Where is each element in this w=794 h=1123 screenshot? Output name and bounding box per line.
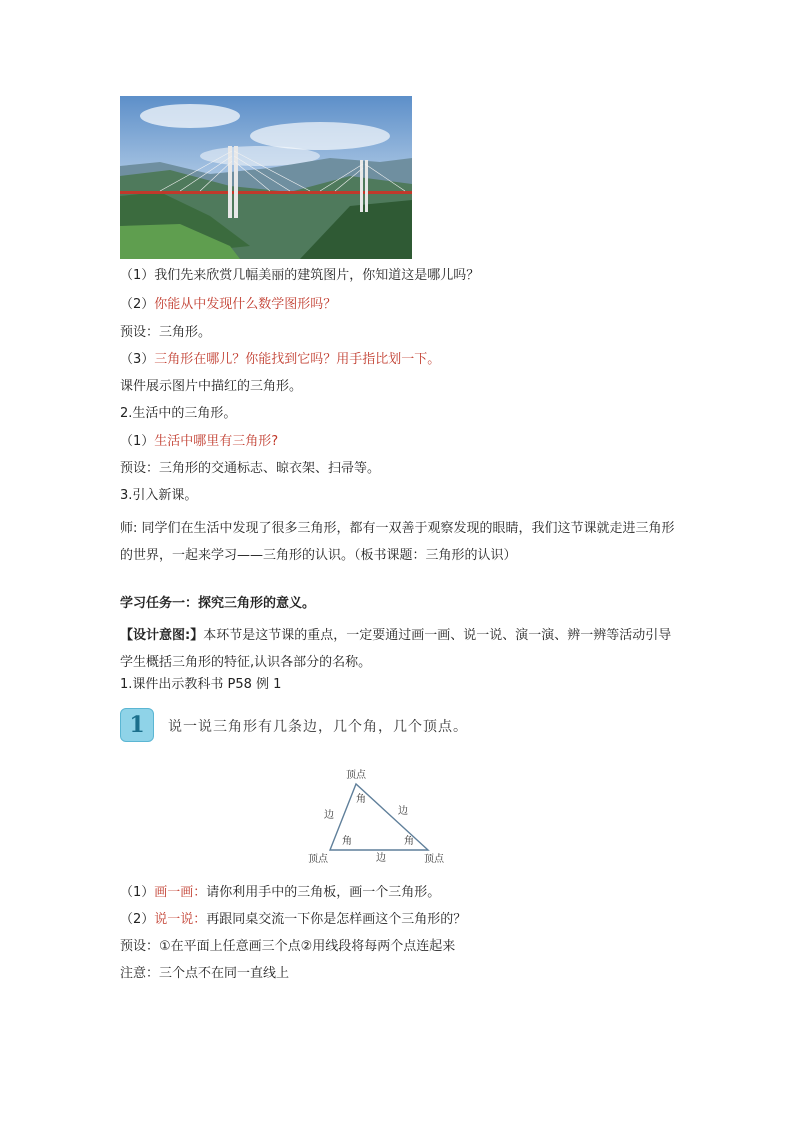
side-label-right: 边 [398,806,408,817]
question-3-prefix: （3） [120,352,155,367]
bridge-photo [120,96,412,259]
section-2-question [120,434,278,450]
show-text: 课件展示图片中描红的三角形。 [120,379,303,394]
question-3 [120,352,440,368]
side-label-bottom: 边 [376,853,386,864]
teacher-paragraph: 师: 同学们在生活中发现了很多三角形，都有一双善于观察发现的眼睛，我们这节课就走进三角形的世界，一起来学习——三角形的认识。（板书课题：三角形的认识） [120,521,675,563]
activity-draw [120,885,440,901]
example-prompt: 说一说三角形有几条边，几个角，几个顶点。 [168,719,468,735]
question-3-text: 三角形在哪儿？你能找到它吗？用手指比划一下。 [154,352,441,367]
design-intent-label: 【设计意图:】 [120,628,204,643]
preset-2: 预设：三角形的交通标志、晾衣架、扫帚等。 [120,461,381,476]
activity-draw-label: 画一画： [154,885,207,900]
angle-label-top: 角 [356,794,366,805]
activity-say-prefix: （2） [120,912,155,927]
preset-1: 预设：三角形。 [120,325,212,340]
section-2-question-prefix: （1） [120,434,155,449]
angle-label-left: 角 [342,836,352,847]
activity-draw-text: 请你利用手中的三角板，画一个三角形。 [206,885,441,900]
activity-say-label: 说一说： [154,912,207,927]
angle-label-right: 角 [404,836,414,847]
triangle-diagram [300,764,460,868]
example-number-badge: 1 [120,708,154,742]
design-intent [120,622,680,676]
question-2-text: 你能从中发现什么数学图形吗？ [154,297,337,312]
question-2 [120,297,336,313]
activity-say [120,912,466,928]
section-2-question-text: 生活中哪里有三角形? [154,434,279,449]
vertex-label-top: 顶点 [346,770,366,781]
note: 注意：三个点不在同一直线上 [120,966,290,981]
side-label-left: 边 [324,810,334,821]
preset-3: 预设：①在平面上任意画三个点②用线段将每两个点连起来 [120,939,456,954]
question-1: （1）我们先来欣赏几幅美丽的建筑图片，你知道这是哪儿吗？ [120,268,480,283]
task-1-heading: 学习任务一：探究三角形的意义。 [120,596,316,611]
vertex-label-left: 顶点 [308,854,328,865]
question-2-prefix: （2） [120,297,155,312]
design-intent-text: 本环节是这节课的重点，一定要通过画一画、说一说、演一演、辨一辨等活动引导学生概括三角形的特征,认识各部分的名称。 [120,628,672,670]
section-2-heading: 2.生活中的三角形。 [120,406,237,421]
vertex-label-right: 顶点 [424,854,444,865]
section-3-heading: 3.引入新课。 [120,488,198,503]
activity-draw-prefix: （1） [120,885,155,900]
bridge-image [120,96,412,259]
activity-say-text: 再跟同桌交流一下你是怎样画这个三角形的？ [206,912,467,927]
show-example: 1.课件出示教科书 P58 例 1 [120,677,282,692]
